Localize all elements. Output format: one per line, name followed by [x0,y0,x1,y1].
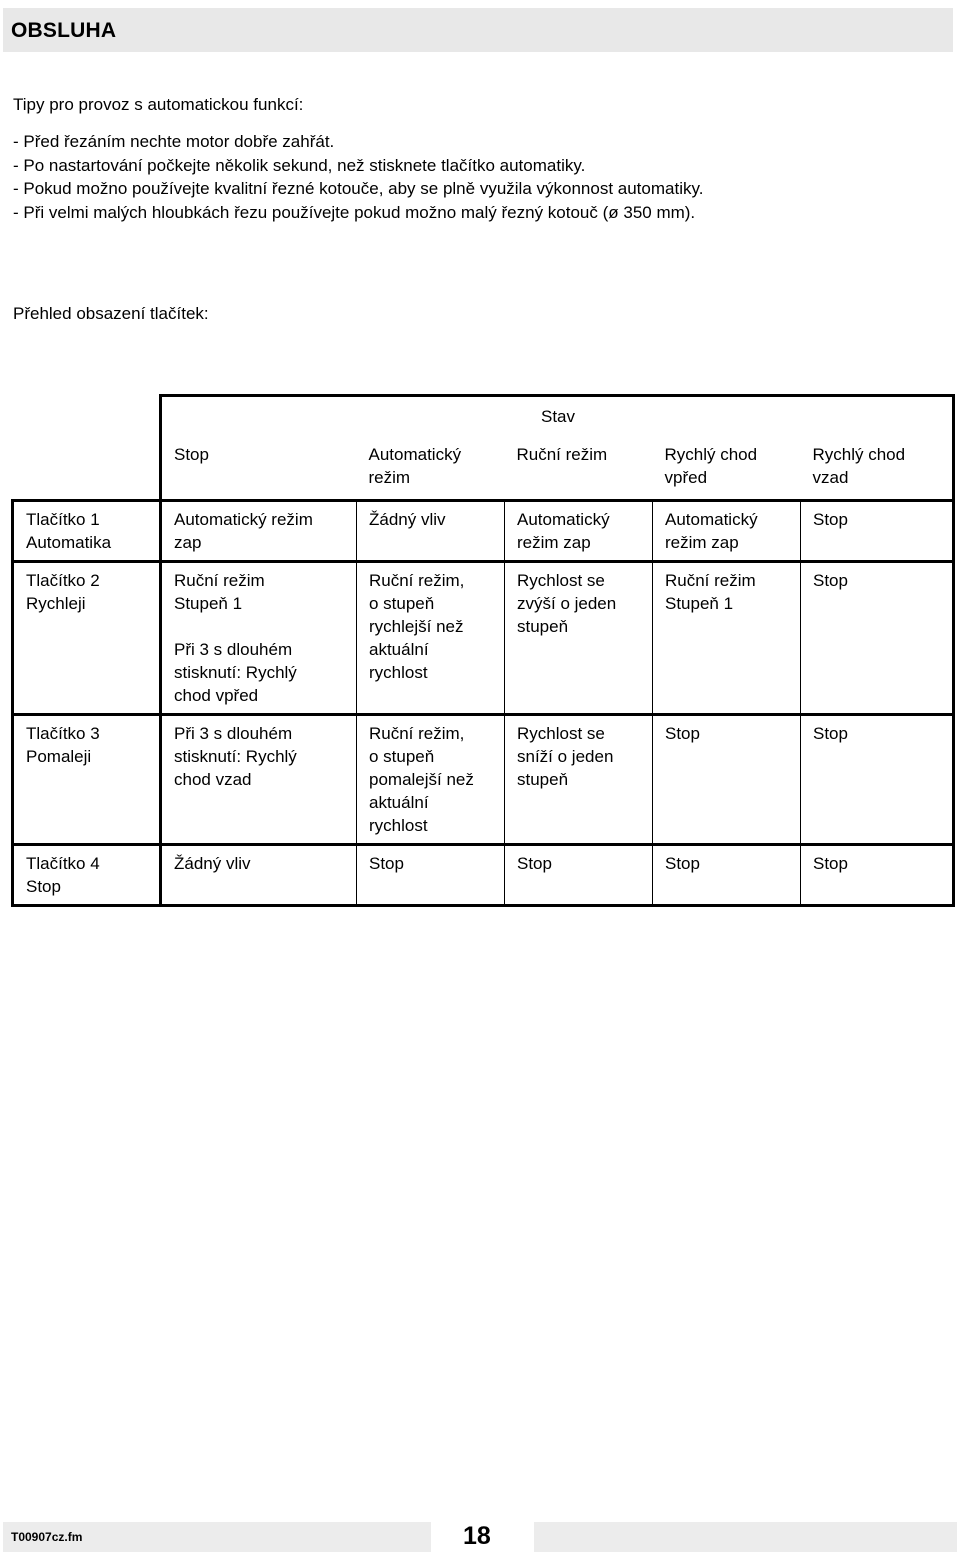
row-label-button-2: Tlačítko 2 Rychleji [13,562,161,715]
table-cell: Při 3 s dlouhém stisknutí: Rychlý chod vzad [161,715,357,845]
table-cell: Ruční režim, o stupeň pomalejší než aktuální rychlost [357,715,505,845]
table-cell: Stop [357,845,505,906]
table-row [13,715,954,845]
column-header-manual: Ruční režim [516,445,608,464]
intro-text: Tipy pro provoz s automatickou funkcí: [13,95,304,114]
table-row [13,845,954,906]
overview-label: Přehled obsazení tlačítek: [13,304,209,323]
column-header-auto: Automatický režim [368,445,462,487]
tip-item: - Při velmi malých hloubkách řezu používejte pokud možno malý řezný kotouč (ø 350 mm). [13,202,696,222]
column-header-fast-reverse: Rychlý chod vzad [801,437,954,501]
table-cell: Stop [801,501,954,562]
table-cell: Stop [801,715,954,845]
table-cell: Stop [653,845,801,906]
table-cell: Rychlost se zvýší o jeden stupeň [505,562,653,715]
row-label-button-1: Tlačítko 1 Automatika [13,501,161,562]
header-bar [3,8,953,52]
table-corner [13,396,161,438]
row-label-button-3: Tlačítko 3 Pomaleji [13,715,161,845]
column-header-fast-forward: Rychlý chod vpřed [664,445,758,487]
table-cell: Automatický režim zap [653,501,801,562]
footer-bar-right [534,1522,957,1552]
table-cell: Ruční režim Stupeň 1 Při 3 s dlouhém stisknutí: Rychlý chod vpřed [161,562,357,715]
tip-item: - Po nastartování počkejte několik sekund, než stisknete tlačítko automatiky. [13,155,586,175]
page-number: 18 [463,1522,491,1550]
row-label-button-4: Tlačítko 4 Stop [13,845,161,906]
table-cell: Žádný vliv [357,501,505,562]
table-cell: Rychlost se sníží o jeden stupeň [505,715,653,845]
column-header-stop: Stop [161,437,357,501]
tip-item: - Před řezáním nechte motor dobře zahřát. [13,132,335,151]
table-cell: Stop [505,845,653,906]
table-cell: Stop [801,562,954,715]
table-cell: Ruční režim, o stupeň rychlejší než aktuální rychlost [357,562,505,715]
table-row [13,562,954,715]
table-cell: Žádný vliv [161,845,357,906]
table-corner [13,437,161,501]
tip-item: - Pokud možno používejte kvalitní řezné kotouče, aby se plně využila výkonnost automatiky. [13,179,704,198]
table-cell: Stop [801,845,954,906]
table-cell: Automatický režim zap [161,501,357,562]
table-row [13,501,954,562]
footer-filename: T00907cz.fm [11,1530,83,1544]
button-assignment-table [11,394,955,907]
table-cell: Automatický režim zap [505,501,653,562]
table-cell: Stop [653,715,801,845]
page-title: OBSLUHA [11,19,117,42]
state-group-header: Stav [161,396,954,438]
tips-list [13,130,703,224]
table-cell: Ruční režim Stupeň 1 [653,562,801,715]
